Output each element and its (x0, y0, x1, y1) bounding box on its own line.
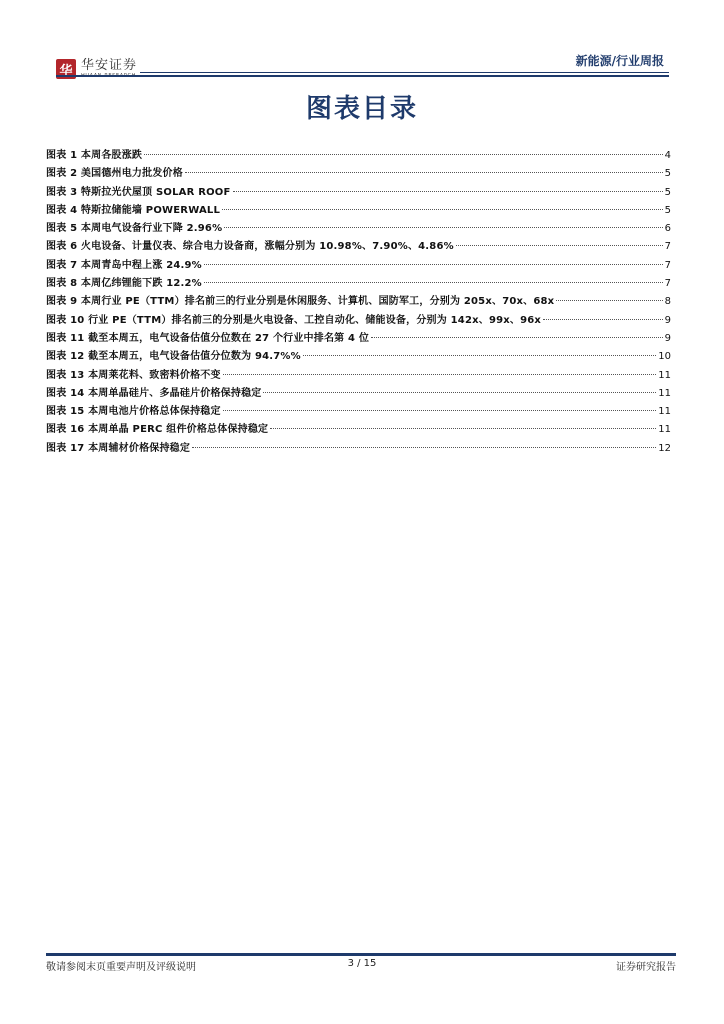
toc-entry-label: 图表 9 本周行业 PE（TTM）排名前三的行业分别是休闲服务、计算机、国防军工，分别为 205x、70x、68x (46, 296, 555, 308)
toc-entry-label: 图表 14 本周单晶硅片、多晶硅片价格保持稳定 (46, 387, 262, 399)
toc-dot-leader (303, 355, 656, 356)
table-of-figures (46, 147, 671, 458)
header-divider (56, 75, 669, 77)
toc-entry-page: 9 (664, 332, 671, 344)
toc-entry-label: 图表 10 行业 PE（TTM）排名前三的分别是火电设备、工控自动化、储能设备，分别为 142x、99x、96x (46, 314, 542, 326)
toc-entry-label: 图表 1 本周各股涨跌 (46, 150, 143, 161)
toc-entry[interactable] (46, 238, 671, 256)
toc-dot-leader (556, 300, 662, 301)
toc-entry[interactable] (46, 367, 671, 385)
toc-entry-page: 10 (658, 351, 671, 363)
toc-dot-leader (371, 337, 663, 338)
toc-entry-label: 图表 5 本周电气设备行业下降 2.96% (46, 223, 223, 235)
toc-entry-label: 图表 2 美国德州电力批发价格 (46, 168, 183, 180)
toc-entry[interactable] (46, 440, 671, 458)
toc-entry-label: 图表 3 特斯拉光伏屋顶 SOLAR ROOF (46, 186, 231, 198)
toc-entry-label: 图表 8 本周亿纬锂能下跌 12.2% (46, 278, 202, 290)
toc-entry-page: 5 (664, 168, 671, 180)
footer-divider (46, 953, 676, 956)
toc-dot-leader (223, 374, 657, 375)
header-divider-thin (140, 72, 669, 73)
toc-dot-leader (192, 447, 656, 448)
toc-entry[interactable] (46, 257, 671, 275)
footer-doc-type: 证券研究报告 (616, 962, 676, 973)
toc-dot-leader (543, 319, 663, 320)
toc-entry-page: 9 (664, 314, 671, 326)
toc-entry-label: 图表 17 本周辅材价格保持稳定 (46, 442, 191, 454)
toc-entry-page: 11 (658, 369, 671, 381)
logo-seal-icon: 华 (56, 59, 76, 79)
toc-entry[interactable] (46, 275, 671, 293)
toc-dot-leader (185, 172, 663, 173)
footer-disclaimer: 敬请参阅末页重要声明及评级说明 (46, 962, 196, 973)
logo-chinese-name: 华安证券 (81, 58, 138, 73)
toc-entry[interactable] (46, 184, 671, 202)
toc-entry[interactable] (46, 220, 671, 238)
toc-entry-label: 图表 12 截至本周五，电气设备估值分位数为 94.7%% (46, 351, 301, 363)
toc-dot-leader (224, 227, 662, 228)
toc-entry-page: 5 (664, 204, 671, 216)
toc-entry-page: 11 (658, 424, 671, 436)
report-type: 新能源/行业周报 (575, 54, 664, 68)
toc-dot-leader (222, 209, 663, 210)
toc-entry-page: 5 (664, 186, 671, 198)
toc-entry[interactable] (46, 403, 671, 421)
toc-entry-page: 4 (664, 150, 671, 161)
toc-dot-leader (204, 264, 663, 265)
toc-entry[interactable] (46, 385, 671, 403)
toc-entry-label: 图表 6 火电设备、计量仪表、综合电力设备商，涨幅分别为 10.98%、7.90%、4.86% (46, 241, 454, 253)
toc-entry-page: 7 (664, 278, 671, 290)
toc-entry-label: 图表 11 截至本周五，电气设备估值分位数在 27 个行业中排名第 4 位 (46, 332, 370, 344)
toc-entry[interactable] (46, 421, 671, 439)
toc-entry-page: 7 (664, 241, 671, 253)
toc-dot-leader (456, 245, 663, 246)
toc-entry-label: 图表 7 本周青岛中程上涨 24.9% (46, 259, 202, 271)
toc-entry-page: 7 (664, 259, 671, 271)
toc-dot-leader (223, 410, 657, 411)
toc-entry-page: 8 (664, 296, 671, 308)
toc-dot-leader (263, 392, 656, 393)
toc-entry-label: 图表 13 本周莱花料、致密料价格不变 (46, 369, 221, 381)
toc-entry-page: 6 (664, 223, 671, 235)
toc-dot-leader (233, 191, 663, 192)
logo-english-name: HUAAN RESEARCH (81, 73, 136, 79)
toc-entry[interactable] (46, 202, 671, 220)
toc-entry-label: 图表 16 本周单晶 PERC 组件价格总体保持稳定 (46, 424, 269, 436)
toc-entry-label: 图表 15 本周电池片价格总体保持稳定 (46, 406, 221, 418)
toc-entry[interactable] (46, 165, 671, 183)
toc-entry[interactable] (46, 293, 671, 311)
toc-entry[interactable] (46, 312, 671, 330)
toc-dot-leader (144, 154, 663, 155)
page-number: 3 / 15 (347, 958, 377, 969)
toc-entry-page: 12 (658, 442, 671, 454)
toc-entry[interactable] (46, 330, 671, 348)
toc-dot-leader (270, 428, 656, 429)
toc-dot-leader (204, 282, 663, 283)
page-title: 图表目录 (305, 94, 418, 124)
toc-entry[interactable] (46, 147, 671, 165)
toc-entry[interactable] (46, 348, 671, 366)
toc-entry-page: 11 (658, 387, 671, 399)
toc-entry-page: 11 (658, 406, 671, 418)
toc-entry-label: 图表 4 特斯拉储能墙 POWERWALL (46, 204, 221, 216)
